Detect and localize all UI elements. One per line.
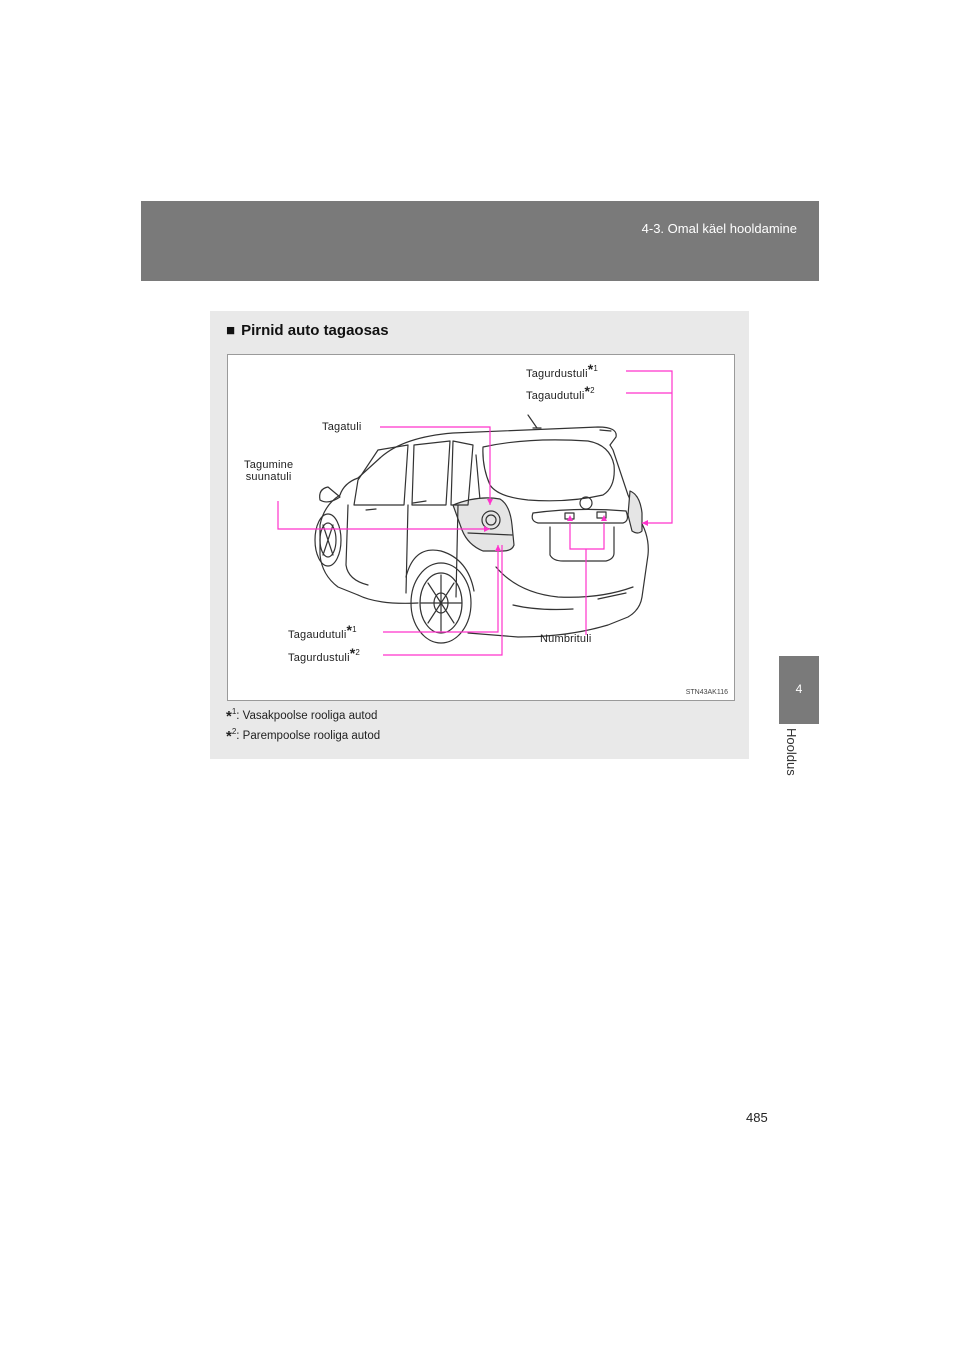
chapter-tab[interactable] bbox=[779, 656, 819, 724]
figure-code: STN43AK116 bbox=[685, 689, 728, 696]
header-bar bbox=[141, 201, 819, 281]
chapter-label: Hooldus bbox=[784, 728, 799, 776]
section-marker: ■ bbox=[226, 322, 236, 339]
label-reverse-lamp-lhd: Tagurdustuli*$^1$ bbox=[526, 361, 599, 380]
chapter-number: 4 bbox=[795, 682, 803, 696]
footnotes bbox=[226, 704, 380, 744]
content-panel bbox=[210, 311, 749, 759]
label-reverse-lamp-rhd: Tagurdustuli*$^2$ bbox=[288, 645, 361, 664]
rear-bulbs-figure bbox=[227, 354, 735, 701]
label-rear-fog-lamp-rhd: Tagaudutuli*$^2$ bbox=[526, 383, 595, 402]
label-rear-turn-signal: Tagumine suunatuli bbox=[244, 459, 294, 483]
section-title bbox=[226, 322, 389, 339]
footnote-2: *$^2$: Parempoolse rooliga autod bbox=[226, 727, 381, 745]
section-title-text: Pirnid auto tagaosas bbox=[241, 322, 389, 339]
label-license-plate-lamp: Numbrituli bbox=[540, 633, 592, 645]
page-number: 485 bbox=[746, 1110, 768, 1125]
label-tail-lamp: Tagatuli bbox=[322, 421, 362, 433]
label-rear-fog-lamp-lhd: Tagaudutuli*$^1$ bbox=[288, 622, 357, 641]
header-section-title: 4-3. Omal käel hooldamine bbox=[641, 221, 797, 236]
footnote-1: *$^1$: Vasakpoolse rooliga autod bbox=[226, 707, 378, 725]
